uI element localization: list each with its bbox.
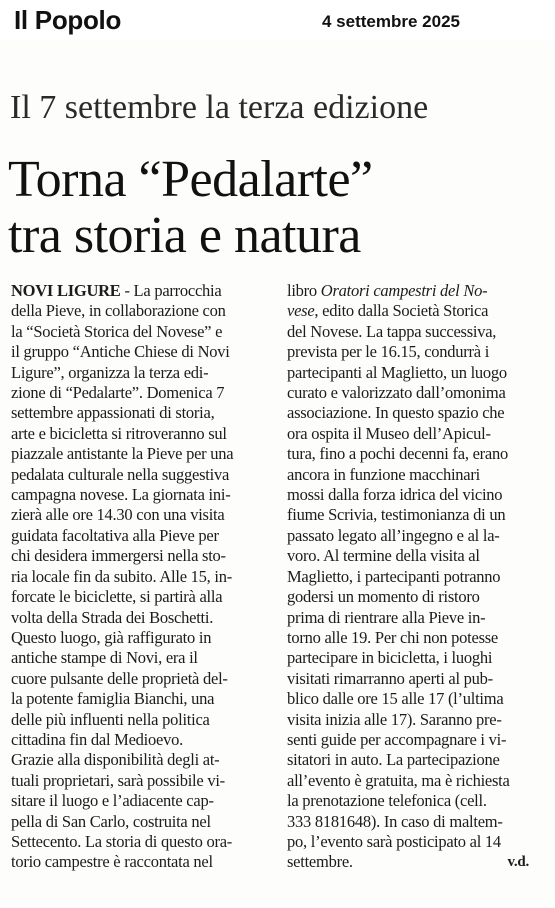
article-headline xyxy=(8,152,373,264)
body-line: volta della Strada dei Boschetti. xyxy=(11,607,214,627)
body-line: piazzale antistante la Pieve per una xyxy=(11,444,234,464)
body-line: sitare il luogo e l’adiacente cap- xyxy=(11,791,214,811)
body-line-text: - La parrocchia xyxy=(120,281,222,300)
body-line: delle più influenti nella politica xyxy=(11,709,210,729)
body-line: la potente famiglia Bianchi, una xyxy=(11,689,215,709)
body-line: fiume Scrivia, testimonianza di un xyxy=(287,505,506,525)
body-line: ria locale fin da subito. Alle 15, in- xyxy=(11,566,232,586)
body-line: godersi un momento di ristoro xyxy=(287,587,480,607)
body-line: 333 8181648). In caso di maltem- xyxy=(287,811,503,831)
body-line: campagna novese. La giornata ini- xyxy=(11,485,231,505)
body-line: zierà alle ore 14.30 con una visita xyxy=(11,505,225,525)
article-column-left xyxy=(11,281,283,873)
body-line: passato legato all’ingegno e al la- xyxy=(287,525,500,545)
body-line: tura, fino a pochi decenni fa, erano xyxy=(287,444,508,464)
body-line: settembre appassionati di storia, xyxy=(11,403,215,423)
body-line: ora ospita il Museo dell’Apicul- xyxy=(287,423,491,443)
body-line: prima di rientrare alla Pieve in- xyxy=(287,607,486,627)
article-kicker: Il 7 settembre la terza edizione xyxy=(10,89,429,126)
body-line: del Novese. La tappa successiva, xyxy=(287,321,497,341)
body-line: partecipare in bicicletta, i luoghi xyxy=(287,648,493,668)
body-line: Maglietto, i partecipanti potranno xyxy=(287,566,501,586)
body-line: pella di San Carlo, costruita nel xyxy=(11,811,211,831)
article-dateline: NOVI LIGURE xyxy=(11,281,121,300)
body-line: all’evento è gratuita, ma è richiesta xyxy=(287,770,510,790)
body-line: cuore pulsante delle proprietà del- xyxy=(11,668,228,688)
article-column-right xyxy=(287,281,549,873)
book-title: Oratori campestri del No- xyxy=(320,281,488,300)
body-line: Questo luogo, già raffigurato in xyxy=(11,627,212,647)
body-line: prevista per le 16.15, condurrà i xyxy=(287,342,490,362)
headline-line-2: tra storia e natura xyxy=(8,207,361,264)
body-line: associazione. In questo spazio che xyxy=(287,403,505,423)
body-line: la prenotazione telefonica (cell. xyxy=(287,791,487,811)
masthead xyxy=(0,0,555,40)
body-line: po, l’evento sarà posticipato al 14 xyxy=(287,831,501,851)
body-line: curato e valorizzato dall’omonima xyxy=(287,383,506,403)
body-line-text: settembre. xyxy=(287,852,353,872)
body-line: arte e bicicletta si ritroveranno sul xyxy=(11,423,227,443)
body-line: torio campestre è raccontata nel xyxy=(11,852,213,872)
body-line: mossi dalla forza idrica del vicino xyxy=(287,485,503,505)
body-line: cittadina fin dal Medioevo. xyxy=(11,729,183,749)
body-line-last xyxy=(287,852,549,872)
headline-line-1: Torna “Pedalarte” xyxy=(8,151,373,208)
body-line: Settecento. La storia di questo ora- xyxy=(11,831,233,851)
body-line: pedalata culturale nella suggestiva xyxy=(11,464,230,484)
book-title-continued: vese xyxy=(287,301,315,321)
body-line: il gruppo “Antiche Chiese di Novi xyxy=(11,342,230,362)
body-line: forcate le biciclette, si partirà alla xyxy=(11,587,223,607)
body-line: torno alle 19. Per chi non potesse xyxy=(287,627,498,647)
body-line: Ligure”, organizza la terza edi- xyxy=(11,362,209,382)
body-line: visita inizia alle 17). Saranno pre- xyxy=(287,709,502,729)
body-line: della Pieve, in collaborazione con xyxy=(11,301,226,321)
body-line: ancora in funzione macchinari xyxy=(287,464,480,484)
body-line: chi desidera immergersi nella sto- xyxy=(11,546,226,566)
body-line: antiche stampe di Novi, era il xyxy=(11,648,198,668)
author-signature: v.d. xyxy=(507,854,529,871)
body-line xyxy=(11,281,283,301)
body-line-text: , edito dalla Società Storica xyxy=(314,301,489,321)
body-line: partecipanti al Maglietto, un luogo xyxy=(287,362,507,382)
body-line: sitatori in auto. La partecipazione xyxy=(287,750,500,770)
body-line xyxy=(287,301,549,321)
body-line: blico dalle ore 15 alle 17 (l’ultima xyxy=(287,689,504,709)
body-line: voro. Al termine della visita al xyxy=(287,546,480,566)
body-line xyxy=(287,281,549,301)
body-line-text: libro xyxy=(287,281,321,300)
body-line: senti guide per accompagnare i vi- xyxy=(287,729,507,749)
body-line: la “Società Storica del Novese” e xyxy=(11,321,223,341)
body-line: zione di “Pedalarte”. Domenica 7 xyxy=(11,383,225,403)
body-line: Grazie alla disponibilità degli at- xyxy=(11,750,220,770)
publication-date: 4 settembre 2025 xyxy=(322,12,460,31)
body-line: visitati rimarranno aperti al pub- xyxy=(287,668,493,688)
body-line: tuali proprietari, sarà possibile vi- xyxy=(11,770,225,790)
newspaper-name: Il Popolo xyxy=(14,5,122,35)
body-line: guidata facoltativa alla Pieve per xyxy=(11,525,219,545)
